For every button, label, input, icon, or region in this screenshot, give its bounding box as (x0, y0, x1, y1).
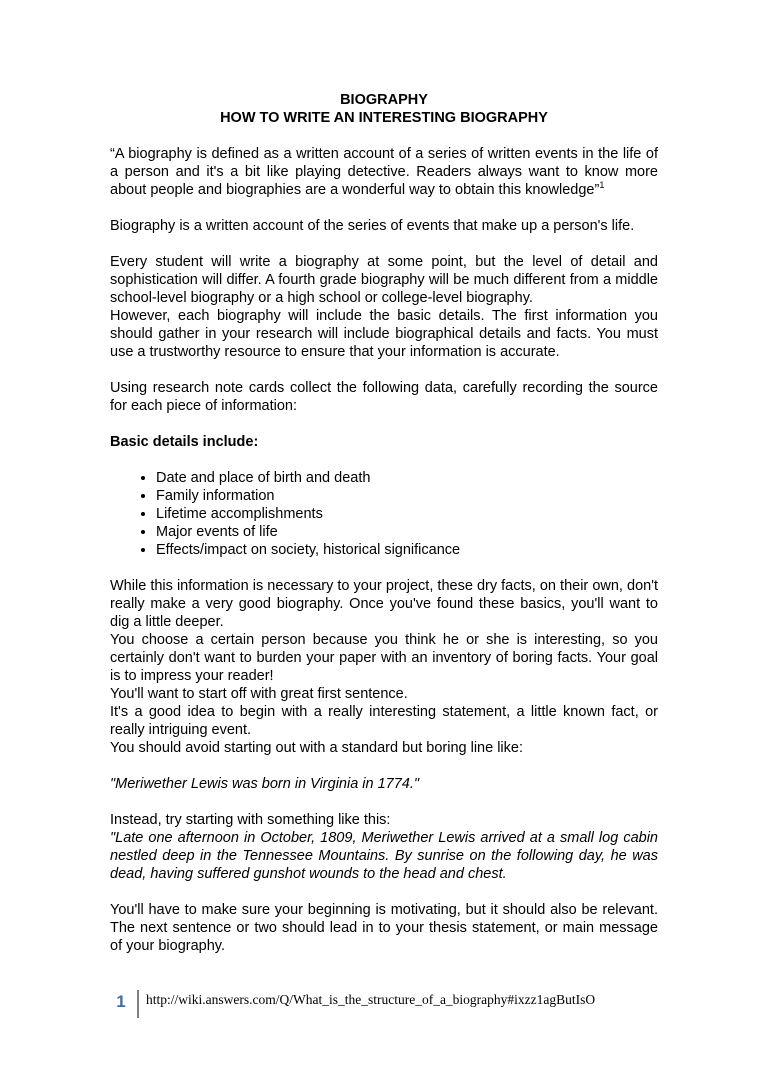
list-item: • Family information (156, 487, 658, 505)
quote-paragraph (110, 145, 658, 199)
list-item: • Major events of life (156, 523, 658, 541)
page-number: 1 (116, 992, 126, 1011)
paragraph-line: While this information is necessary to your project, these dry facts, on their own, don't really make a very good biography. Once you've found these basics, you'll want to dig a little deeper. (110, 578, 658, 630)
footnote-source-link[interactable]: http://wiki.answers.com/Q/What_is_the_structure_of_a_biography#ixzz1agButIsO (146, 992, 596, 1007)
example-block (110, 811, 658, 883)
paragraph-line: You should avoid starting out with a standard but boring line like: (110, 740, 523, 756)
research-paragraph: Using research note cards collect the following data, carefully recording the source for each piece of information: (110, 380, 658, 414)
list-item: • Effects/impact on society, historical significance (156, 541, 658, 559)
closing-paragraph: You'll have to make sure your beginning is motivating, but it should also be relevant. The next sentence or two should lead in to your thesis statement, or main message of your biography. (110, 902, 658, 954)
list-item: • Date and place of birth and death (156, 469, 658, 487)
document-page (110, 91, 658, 973)
example-boring-line: "Meriwether Lewis was born in Virginia in 1774." (110, 776, 420, 792)
paragraph-line: You'll want to start off with great first sentence. (110, 686, 408, 702)
list-item: • Lifetime accomplishments (156, 505, 658, 523)
quote-text: “A biography is defined as a written account of a series of written events in the life of a person and it's a bit like playing detective. Readers always want to know more about people and biographies are a wonderful way to obtain this knowledge” (110, 146, 658, 198)
definition-paragraph: Biography is a written account of the series of events that make up a person's life. (110, 218, 635, 234)
paragraph-line: You choose a certain person because you think he or she is interesting, so you certainly don't want to burden your paper with an inventory of boring facts. Your goal is to impress your reader! (110, 632, 658, 684)
advice-paragraph (110, 577, 658, 757)
paragraph-line: Every student will write a biography at some point, but the level of detail and sophistication will differ. A fourth grade biography will be much different from a middle school-level biography or a high school or college-level biography. (110, 254, 658, 306)
basic-details-list (110, 469, 658, 559)
document-subtitle: HOW TO WRITE AN INTERESTING BIOGRAPHY (220, 110, 548, 126)
footnote-marker: 1 (599, 180, 605, 191)
page-footer (110, 990, 660, 1018)
basic-details-heading: Basic details include: (110, 434, 259, 450)
paragraph-line: It's a good idea to begin with a really interesting statement, a little known fact, or really intriguing event. (110, 704, 658, 738)
paragraph-line: However, each biography will include the basic details. The first information you should gather in your research will include biographical details and facts. You must use a trustworthy resource to ensure that your information is accurate. (110, 308, 658, 360)
student-paragraph (110, 253, 658, 361)
footer-divider (137, 990, 139, 1018)
document-title: BIOGRAPHY (340, 92, 428, 108)
instead-intro: Instead, try starting with something like this: (110, 812, 391, 828)
example-interesting-line: "Late one afternoon in October, 1809, Meriwether Lewis arrived at a small log cabin nestled deep in the Tennessee Mountains. By sunrise on the following day, he was dead, having suffered gunshot wounds to the head and chest. (110, 830, 658, 882)
